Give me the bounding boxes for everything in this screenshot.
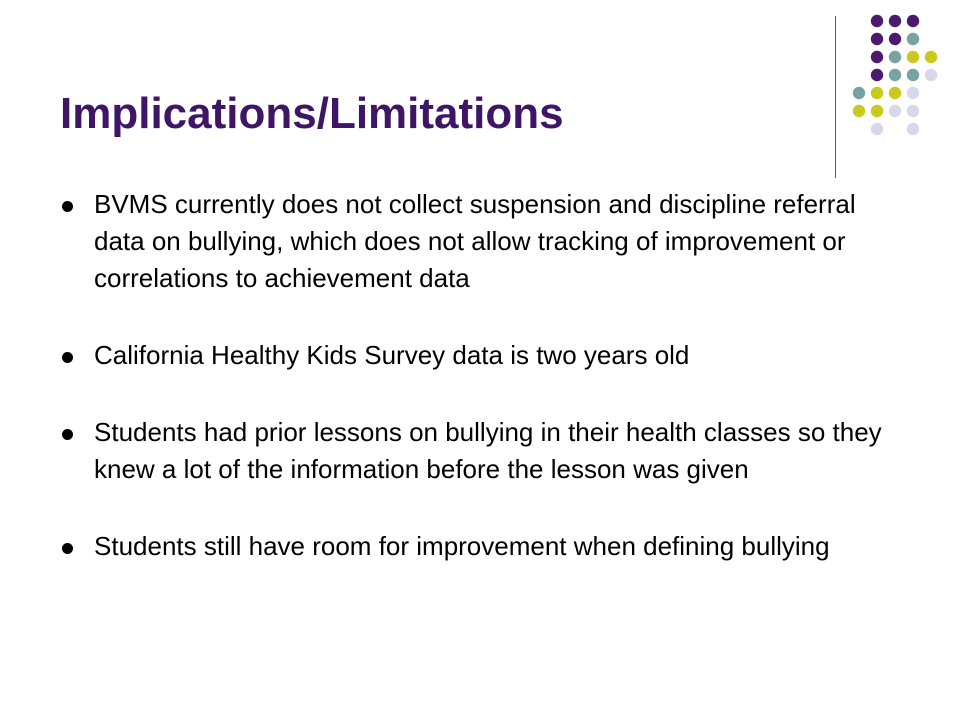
decorative-dot bbox=[907, 69, 919, 81]
bullet-dot-icon bbox=[62, 543, 73, 554]
decorative-dot bbox=[907, 123, 919, 135]
decorative-dot bbox=[871, 51, 883, 63]
decorative-dot bbox=[907, 15, 919, 27]
bullet-item bbox=[62, 337, 892, 374]
bullet-text: Students still have room for improvement when defining bullying bbox=[94, 531, 830, 561]
bullet-item bbox=[62, 186, 892, 297]
bullet-list bbox=[62, 186, 892, 605]
bullet-text: BVMS currently does not collect suspension and discipline referral data on bullying, which does not allow tracking of improvement or correlations to achievement data bbox=[94, 189, 856, 293]
decorative-dot bbox=[925, 69, 937, 81]
decorative-dot bbox=[907, 33, 919, 45]
vertical-divider bbox=[835, 16, 836, 178]
decorative-dot bbox=[889, 15, 901, 27]
decorative-dot bbox=[889, 33, 901, 45]
decorative-dot bbox=[871, 15, 883, 27]
bullet-dot-icon bbox=[62, 352, 73, 363]
decorative-dot bbox=[871, 105, 883, 117]
decorative-dot bbox=[871, 123, 883, 135]
bullet-text: California Healthy Kids Survey data is two years old bbox=[94, 340, 690, 370]
decorative-dot bbox=[889, 69, 901, 81]
decorative-dot bbox=[871, 69, 883, 81]
decorative-dot bbox=[925, 51, 937, 63]
decorative-dot bbox=[907, 105, 919, 117]
bullet-text: Students had prior lessons on bullying in their health classes so they knew a lot of the information before the lesson was given bbox=[94, 417, 882, 484]
decorative-dot bbox=[889, 87, 901, 99]
decorative-dot bbox=[907, 51, 919, 63]
decorative-dot bbox=[889, 105, 901, 117]
bullet-item bbox=[62, 414, 892, 488]
bullet-dot-icon bbox=[62, 201, 73, 212]
slide-title: Implications/Limitations bbox=[60, 89, 564, 138]
decorative-dot bbox=[853, 87, 865, 99]
decorative-dot bbox=[889, 51, 901, 63]
decorative-dot bbox=[907, 87, 919, 99]
bullet-dot-icon bbox=[62, 429, 73, 440]
bullet-item bbox=[62, 528, 892, 565]
decorative-dot bbox=[871, 33, 883, 45]
decorative-dot bbox=[853, 105, 865, 117]
decorative-dot bbox=[871, 87, 883, 99]
